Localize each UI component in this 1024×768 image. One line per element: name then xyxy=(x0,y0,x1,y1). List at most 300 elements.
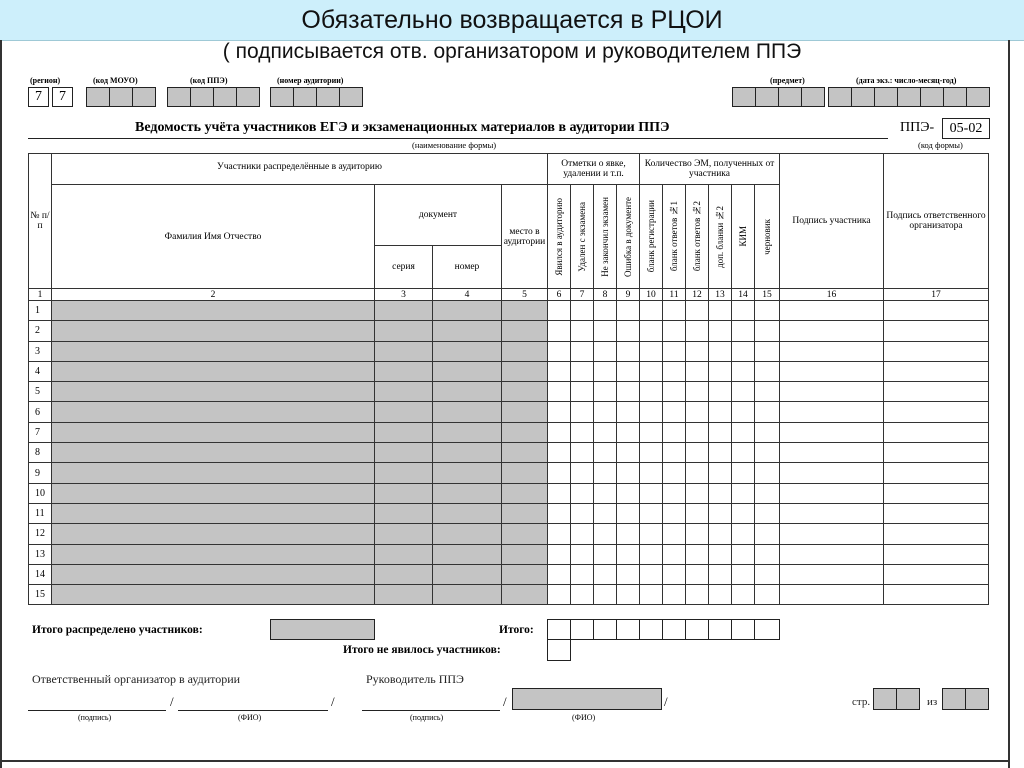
table-cell[interactable] xyxy=(502,483,548,503)
table-cell[interactable] xyxy=(52,321,375,341)
table-cell[interactable] xyxy=(548,382,571,402)
table-cell[interactable] xyxy=(755,402,780,422)
form-code-prefix: ППЭ- xyxy=(900,120,935,135)
table-cell[interactable] xyxy=(755,301,780,321)
date-box-7[interactable] xyxy=(966,87,990,107)
table-cell[interactable] xyxy=(548,402,571,422)
table-cell[interactable] xyxy=(548,544,571,564)
table-cell[interactable] xyxy=(640,443,663,463)
table-cell[interactable] xyxy=(640,544,663,564)
table-cell[interactable] xyxy=(686,402,709,422)
table-cell[interactable] xyxy=(732,585,755,605)
total-em-box-5[interactable] xyxy=(731,619,755,640)
table-cell[interactable] xyxy=(502,544,548,564)
table-cell[interactable] xyxy=(375,585,433,605)
table-cell[interactable] xyxy=(755,382,780,402)
table-cell[interactable] xyxy=(732,524,755,544)
table-cell[interactable] xyxy=(884,524,989,544)
table-cell[interactable] xyxy=(594,524,617,544)
table-cell[interactable] xyxy=(571,483,594,503)
frame-right xyxy=(1008,40,1010,768)
subject-box-1[interactable] xyxy=(732,87,756,107)
table-cell[interactable] xyxy=(502,422,548,442)
table-cell[interactable] xyxy=(663,524,686,544)
table-cell[interactable] xyxy=(52,301,375,321)
total-em-box-4[interactable] xyxy=(708,619,732,640)
table-cell[interactable] xyxy=(709,564,732,584)
table-cell[interactable] xyxy=(594,321,617,341)
table-cell[interactable] xyxy=(375,321,433,341)
subject-box-3[interactable] xyxy=(778,87,802,107)
table-cell[interactable] xyxy=(884,483,989,503)
table-cell[interactable] xyxy=(686,503,709,523)
table-cell[interactable] xyxy=(548,443,571,463)
table-cell[interactable] xyxy=(502,443,548,463)
table-cell[interactable] xyxy=(780,422,884,442)
table-row xyxy=(29,382,989,402)
table-cell[interactable] xyxy=(571,564,594,584)
table-cell[interactable] xyxy=(884,341,989,361)
total-marks-box-1[interactable] xyxy=(547,619,571,640)
table-cell[interactable] xyxy=(732,301,755,321)
table-cell[interactable] xyxy=(502,361,548,381)
table-cell[interactable] xyxy=(502,564,548,584)
table-cell[interactable] xyxy=(884,402,989,422)
table-cell[interactable] xyxy=(640,463,663,483)
table-cell[interactable] xyxy=(686,382,709,402)
table-cell[interactable] xyxy=(709,422,732,442)
table-cell[interactable] xyxy=(594,341,617,361)
table-cell[interactable] xyxy=(686,341,709,361)
table-cell[interactable] xyxy=(780,483,884,503)
table-cell[interactable] xyxy=(548,524,571,544)
table-cell[interactable] xyxy=(433,422,502,442)
table-cell[interactable] xyxy=(433,544,502,564)
subject-box-2[interactable] xyxy=(755,87,779,107)
table-cell[interactable] xyxy=(884,361,989,381)
table-cell[interactable] xyxy=(686,443,709,463)
table-cell[interactable] xyxy=(52,463,375,483)
organizer-sign-line[interactable] xyxy=(28,710,166,711)
table-cell[interactable] xyxy=(594,382,617,402)
table-cell[interactable] xyxy=(732,361,755,381)
table-cell[interactable] xyxy=(732,564,755,584)
table-cell[interactable] xyxy=(663,483,686,503)
table-cell[interactable] xyxy=(884,443,989,463)
table-cell[interactable] xyxy=(732,321,755,341)
table-cell[interactable] xyxy=(375,382,433,402)
table-cell[interactable] xyxy=(732,443,755,463)
table-cell[interactable] xyxy=(594,463,617,483)
table-cell[interactable] xyxy=(548,361,571,381)
row-number: 7 xyxy=(29,422,52,442)
table-cell[interactable] xyxy=(709,544,732,564)
table-cell[interactable] xyxy=(52,402,375,422)
table-cell[interactable] xyxy=(780,564,884,584)
mouo-box-1[interactable] xyxy=(86,87,110,107)
table-cell[interactable] xyxy=(433,585,502,605)
total-marks-box-2[interactable] xyxy=(570,619,594,640)
table-cell[interactable] xyxy=(884,585,989,605)
table-cell[interactable] xyxy=(571,382,594,402)
table-cell[interactable] xyxy=(884,382,989,402)
auditorium-box-3[interactable] xyxy=(316,87,340,107)
table-cell[interactable] xyxy=(755,544,780,564)
table-cell[interactable] xyxy=(755,564,780,584)
table-cell[interactable] xyxy=(884,463,989,483)
table-cell[interactable] xyxy=(663,402,686,422)
table-cell[interactable] xyxy=(571,361,594,381)
table-cell[interactable] xyxy=(375,463,433,483)
total-em-box-1[interactable] xyxy=(639,619,663,640)
table-cell[interactable] xyxy=(732,483,755,503)
table-cell[interactable] xyxy=(732,422,755,442)
table-cell[interactable] xyxy=(571,544,594,564)
table-cell[interactable] xyxy=(755,361,780,381)
table-cell[interactable] xyxy=(663,443,686,463)
table-cell[interactable] xyxy=(640,301,663,321)
table-cell[interactable] xyxy=(617,321,640,341)
table-cell[interactable] xyxy=(617,524,640,544)
frame-left xyxy=(0,40,2,768)
table-cell[interactable] xyxy=(709,301,732,321)
table-cell[interactable] xyxy=(502,463,548,483)
table-cell[interactable] xyxy=(663,301,686,321)
mouo-box-2[interactable] xyxy=(109,87,133,107)
table-cell[interactable] xyxy=(640,321,663,341)
table-cell[interactable] xyxy=(709,341,732,361)
table-cell[interactable] xyxy=(502,402,548,422)
table-cell[interactable] xyxy=(732,544,755,564)
date-box-5[interactable] xyxy=(920,87,944,107)
table-cell[interactable] xyxy=(640,524,663,544)
form-title: Ведомость учёта участников ЕГЭ и экзаменационных материалов в аудитории ППЭ xyxy=(135,120,670,135)
date-box-3[interactable] xyxy=(874,87,898,107)
table-cell[interactable] xyxy=(732,382,755,402)
table-cell[interactable] xyxy=(571,585,594,605)
table-cell[interactable] xyxy=(732,402,755,422)
ppe-box-4[interactable] xyxy=(236,87,260,107)
table-cell[interactable] xyxy=(548,422,571,442)
ppe-code-label: (код ППЭ) xyxy=(190,76,228,85)
table-cell[interactable] xyxy=(52,524,375,544)
table-cell[interactable] xyxy=(548,301,571,321)
table-cell[interactable] xyxy=(755,463,780,483)
table-cell[interactable] xyxy=(617,483,640,503)
table-cell[interactable] xyxy=(594,585,617,605)
table-cell[interactable] xyxy=(52,422,375,442)
table-cell[interactable] xyxy=(433,443,502,463)
table-cell[interactable] xyxy=(571,463,594,483)
mouo-box-3[interactable] xyxy=(132,87,156,107)
table-cell[interactable] xyxy=(663,564,686,584)
table-cell[interactable] xyxy=(709,321,732,341)
table-cell[interactable] xyxy=(884,544,989,564)
table-cell[interactable] xyxy=(755,524,780,544)
table-cell[interactable] xyxy=(375,341,433,361)
table-cell[interactable] xyxy=(502,321,548,341)
table-cell[interactable] xyxy=(548,341,571,361)
of-label: из xyxy=(927,696,938,708)
table-cell[interactable] xyxy=(686,585,709,605)
total-label: Итого: xyxy=(499,624,534,636)
table-cell[interactable] xyxy=(709,361,732,381)
table-cell[interactable] xyxy=(780,301,884,321)
table-cell[interactable] xyxy=(548,503,571,523)
table-cell[interactable] xyxy=(640,382,663,402)
table-cell[interactable] xyxy=(640,361,663,381)
table-cell[interactable] xyxy=(375,524,433,544)
table-cell[interactable] xyxy=(375,544,433,564)
table-cell[interactable] xyxy=(548,321,571,341)
table-cell[interactable] xyxy=(663,463,686,483)
table-cell[interactable] xyxy=(755,341,780,361)
table-cell[interactable] xyxy=(732,341,755,361)
table-cell[interactable] xyxy=(617,585,640,605)
table-cell[interactable] xyxy=(617,422,640,442)
total-marks-box-4[interactable] xyxy=(616,619,640,640)
region-digit-2[interactable]: 7 xyxy=(52,87,73,107)
table-cell[interactable] xyxy=(755,321,780,341)
ppe-box-2[interactable] xyxy=(190,87,214,107)
table-cell[interactable] xyxy=(780,382,884,402)
table-cell[interactable] xyxy=(884,301,989,321)
total-em-box-2[interactable] xyxy=(662,619,686,640)
table-cell[interactable] xyxy=(709,585,732,605)
table-cell[interactable] xyxy=(780,402,884,422)
table-cell[interactable] xyxy=(686,544,709,564)
table-cell[interactable] xyxy=(594,402,617,422)
table-cell[interactable] xyxy=(732,463,755,483)
table-cell[interactable] xyxy=(52,585,375,605)
table-cell[interactable] xyxy=(52,443,375,463)
table-cell[interactable] xyxy=(709,483,732,503)
page-box-2[interactable] xyxy=(896,688,920,710)
table-cell[interactable] xyxy=(502,503,548,523)
table-cell[interactable] xyxy=(502,585,548,605)
table-cell[interactable] xyxy=(663,382,686,402)
table-row xyxy=(29,341,989,361)
auditorium-box-1[interactable] xyxy=(270,87,294,107)
table-cell[interactable] xyxy=(640,402,663,422)
table-cell[interactable] xyxy=(686,301,709,321)
table-cell[interactable] xyxy=(640,564,663,584)
table-cell[interactable] xyxy=(686,361,709,381)
table-cell[interactable] xyxy=(548,585,571,605)
table-cell[interactable] xyxy=(594,422,617,442)
table-cell[interactable] xyxy=(617,463,640,483)
table-cell[interactable] xyxy=(433,503,502,523)
table-cell[interactable] xyxy=(594,483,617,503)
table-cell[interactable] xyxy=(780,463,884,483)
table-cell[interactable] xyxy=(617,402,640,422)
table-cell[interactable] xyxy=(502,524,548,544)
table-cell[interactable] xyxy=(571,443,594,463)
table-cell[interactable] xyxy=(502,301,548,321)
table-cell[interactable] xyxy=(617,341,640,361)
table-cell[interactable] xyxy=(640,585,663,605)
table-cell[interactable] xyxy=(709,463,732,483)
table-cell[interactable] xyxy=(640,483,663,503)
date-box-6[interactable] xyxy=(943,87,967,107)
table-cell[interactable] xyxy=(433,341,502,361)
table-cell[interactable] xyxy=(571,402,594,422)
date-box-4[interactable] xyxy=(897,87,921,107)
table-cell[interactable] xyxy=(375,361,433,381)
table-cell[interactable] xyxy=(617,361,640,381)
table-cell[interactable] xyxy=(571,321,594,341)
table-cell[interactable] xyxy=(709,524,732,544)
table-cell[interactable] xyxy=(375,503,433,523)
table-cell[interactable] xyxy=(686,463,709,483)
table-cell[interactable] xyxy=(732,503,755,523)
table-cell[interactable] xyxy=(433,382,502,402)
col-header-number: номер xyxy=(433,246,502,289)
region-digit-1[interactable]: 7 xyxy=(28,87,49,107)
subject-label: (предмет) xyxy=(770,76,805,85)
table-cell[interactable] xyxy=(640,422,663,442)
ppe-box-3[interactable] xyxy=(213,87,237,107)
table-cell[interactable] xyxy=(663,361,686,381)
table-cell[interactable] xyxy=(548,564,571,584)
organizer-sign-caption: (подпись) xyxy=(78,713,112,722)
date-box-1[interactable] xyxy=(828,87,852,107)
table-cell[interactable] xyxy=(640,503,663,523)
table-cell[interactable] xyxy=(755,443,780,463)
table-cell[interactable] xyxy=(884,321,989,341)
table-cell[interactable] xyxy=(433,301,502,321)
date-box-2[interactable] xyxy=(851,87,875,107)
total-em-box-6[interactable] xyxy=(754,619,780,640)
table-cell[interactable] xyxy=(52,503,375,523)
table-cell[interactable] xyxy=(780,524,884,544)
page-box-1[interactable] xyxy=(873,688,897,710)
table-cell[interactable] xyxy=(433,524,502,544)
table-cell[interactable] xyxy=(617,301,640,321)
table-cell[interactable] xyxy=(780,443,884,463)
table-cell[interactable] xyxy=(686,564,709,584)
table-cell[interactable] xyxy=(709,402,732,422)
table-cell[interactable] xyxy=(571,524,594,544)
table-cell[interactable] xyxy=(502,341,548,361)
table-cell[interactable] xyxy=(594,361,617,381)
table-cell[interactable] xyxy=(884,503,989,523)
table-cell[interactable] xyxy=(780,585,884,605)
table-cell[interactable] xyxy=(375,402,433,422)
table-cell[interactable] xyxy=(502,382,548,402)
table-cell[interactable] xyxy=(594,443,617,463)
table-cell[interactable] xyxy=(571,422,594,442)
table-cell[interactable] xyxy=(375,422,433,442)
table-cell[interactable] xyxy=(884,564,989,584)
total-pages-box-1[interactable] xyxy=(942,688,966,710)
table-cell[interactable] xyxy=(686,321,709,341)
table-cell[interactable] xyxy=(640,341,663,361)
table-cell[interactable] xyxy=(686,524,709,544)
table-cell[interactable] xyxy=(755,422,780,442)
table-cell[interactable] xyxy=(52,382,375,402)
table-cell[interactable] xyxy=(433,361,502,381)
head-fio-box[interactable] xyxy=(512,688,662,710)
table-cell[interactable] xyxy=(617,382,640,402)
table-cell[interactable] xyxy=(52,361,375,381)
table-cell[interactable] xyxy=(780,503,884,523)
absent-box[interactable] xyxy=(547,639,571,661)
table-cell[interactable] xyxy=(433,321,502,341)
table-cell[interactable] xyxy=(780,341,884,361)
table-cell[interactable] xyxy=(52,483,375,503)
subject-box-4[interactable] xyxy=(801,87,825,107)
table-cell[interactable] xyxy=(375,564,433,584)
table-cell[interactable] xyxy=(594,301,617,321)
total-distributed-box[interactable] xyxy=(270,619,375,640)
table-cell[interactable] xyxy=(571,503,594,523)
table-cell[interactable] xyxy=(52,341,375,361)
table-cell[interactable] xyxy=(617,544,640,564)
table-cell[interactable] xyxy=(571,301,594,321)
table-cell[interactable] xyxy=(663,422,686,442)
total-marks-box-3[interactable] xyxy=(593,619,617,640)
table-cell[interactable] xyxy=(663,544,686,564)
table-cell[interactable] xyxy=(433,402,502,422)
table-cell[interactable] xyxy=(755,483,780,503)
table-cell[interactable] xyxy=(709,382,732,402)
total-pages-box-2[interactable] xyxy=(965,688,989,710)
table-cell[interactable] xyxy=(52,564,375,584)
table-cell[interactable] xyxy=(780,361,884,381)
table-cell[interactable] xyxy=(755,585,780,605)
table-cell[interactable] xyxy=(433,483,502,503)
table-cell[interactable] xyxy=(686,422,709,442)
auditorium-box-2[interactable] xyxy=(293,87,317,107)
table-cell[interactable] xyxy=(617,443,640,463)
table-cell[interactable] xyxy=(709,443,732,463)
table-cell[interactable] xyxy=(617,503,640,523)
table-cell[interactable] xyxy=(686,483,709,503)
auditorium-box-4[interactable] xyxy=(339,87,363,107)
table-cell[interactable] xyxy=(617,564,640,584)
table-cell[interactable] xyxy=(548,483,571,503)
ppe-box-1[interactable] xyxy=(167,87,191,107)
col-number: 5 xyxy=(502,289,548,301)
table-cell[interactable] xyxy=(375,443,433,463)
table-cell[interactable] xyxy=(663,585,686,605)
table-cell[interactable] xyxy=(52,544,375,564)
table-cell[interactable] xyxy=(375,483,433,503)
em-answers-1: бланк ответов №1 xyxy=(669,201,679,272)
table-cell[interactable] xyxy=(571,341,594,361)
table-cell[interactable] xyxy=(663,503,686,523)
table-cell[interactable] xyxy=(375,301,433,321)
table-cell[interactable] xyxy=(594,503,617,523)
table-cell[interactable] xyxy=(780,321,884,341)
table-cell[interactable] xyxy=(433,564,502,584)
table-cell[interactable] xyxy=(433,463,502,483)
table-cell[interactable] xyxy=(755,503,780,523)
table-cell[interactable] xyxy=(594,564,617,584)
head-sign-line[interactable] xyxy=(362,710,500,711)
table-cell[interactable] xyxy=(663,321,686,341)
table-cell[interactable] xyxy=(594,544,617,564)
table-cell[interactable] xyxy=(709,503,732,523)
table-cell[interactable] xyxy=(548,463,571,483)
organizer-fio-line[interactable] xyxy=(178,710,328,711)
total-em-box-3[interactable] xyxy=(685,619,709,640)
table-cell[interactable] xyxy=(663,341,686,361)
table-cell[interactable] xyxy=(884,422,989,442)
table-cell[interactable] xyxy=(780,544,884,564)
table-row xyxy=(29,483,989,503)
